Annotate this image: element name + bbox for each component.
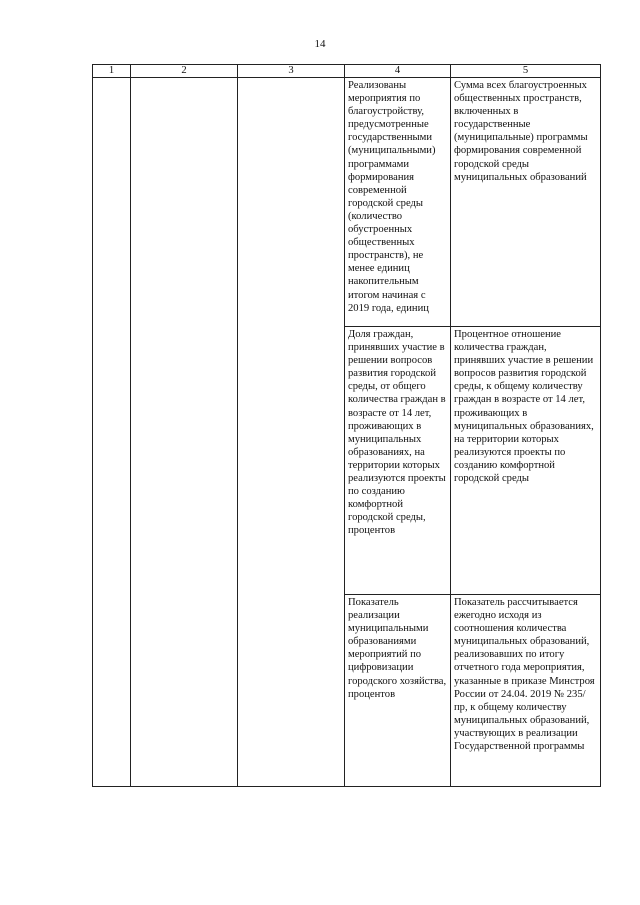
indicator-cell: [345, 595, 451, 787]
method-cell: [451, 595, 601, 787]
indicator-text: Доля граждан, принявших участие в решении вопросов развития городской среды, от общего количества граждан в возрасте от 14 лет, проживающих в муниципальных образованиях, на территории которых реализуются проекты по созданию комфортной городской среды, процентов: [348, 329, 446, 537]
method-text: Процентное отношение количества граждан, принявших участие в решении вопросов развития городской среды, к общему количеству граждан в возрасте от 14 лет, проживающих в муниципальных образованиях, на территории которых реализуются проекты по созданию комфортной городской среды: [454, 329, 594, 485]
column-header-5: 5: [451, 65, 601, 78]
column-1-cell: [93, 78, 131, 787]
method-cell: [451, 327, 601, 595]
column-header-4: 4: [345, 65, 451, 78]
method-cell: [451, 78, 601, 327]
indicator-text: Показатель реализации муниципальными образованиями мероприятий по цифровизации городского хозяйства, процентов: [348, 597, 447, 700]
table-header-row: [93, 65, 601, 78]
method-text: Показатель рассчитывается ежегодно исходя из соотношения количества муниципальных образований, реализовавших по итогу отчетного года мероприятия, указанные в приказе Минстроя России от 24.04. 2019 № 235/пр, к общему количеству муниципальных образований, участвующих в реализации Государственной программы: [454, 597, 595, 753]
indicators-table: [92, 64, 601, 787]
table-row: [93, 78, 601, 327]
column-3-cell: [238, 78, 345, 787]
indicator-text: Реализованы мероприятия по благоустройству, предусмотренные государственными (муниципальными) программами формирования современной городской среды (количество обустроенных общественных пространств), не менее единиц накопительным итогом начиная с 2019 года, единиц: [348, 80, 436, 314]
column-2-cell: [131, 78, 238, 787]
indicator-cell: [345, 327, 451, 595]
indicator-cell: [345, 78, 451, 327]
column-header-2: 2: [131, 65, 238, 78]
page-number: 14: [314, 38, 326, 50]
column-header-1: 1: [93, 65, 131, 78]
column-header-3: 3: [238, 65, 345, 78]
method-text: Сумма всех благоустроенных общественных пространств, включенных в государственные (муниципальные) программы формирования современной городской среды муниципальных образований: [454, 80, 588, 183]
